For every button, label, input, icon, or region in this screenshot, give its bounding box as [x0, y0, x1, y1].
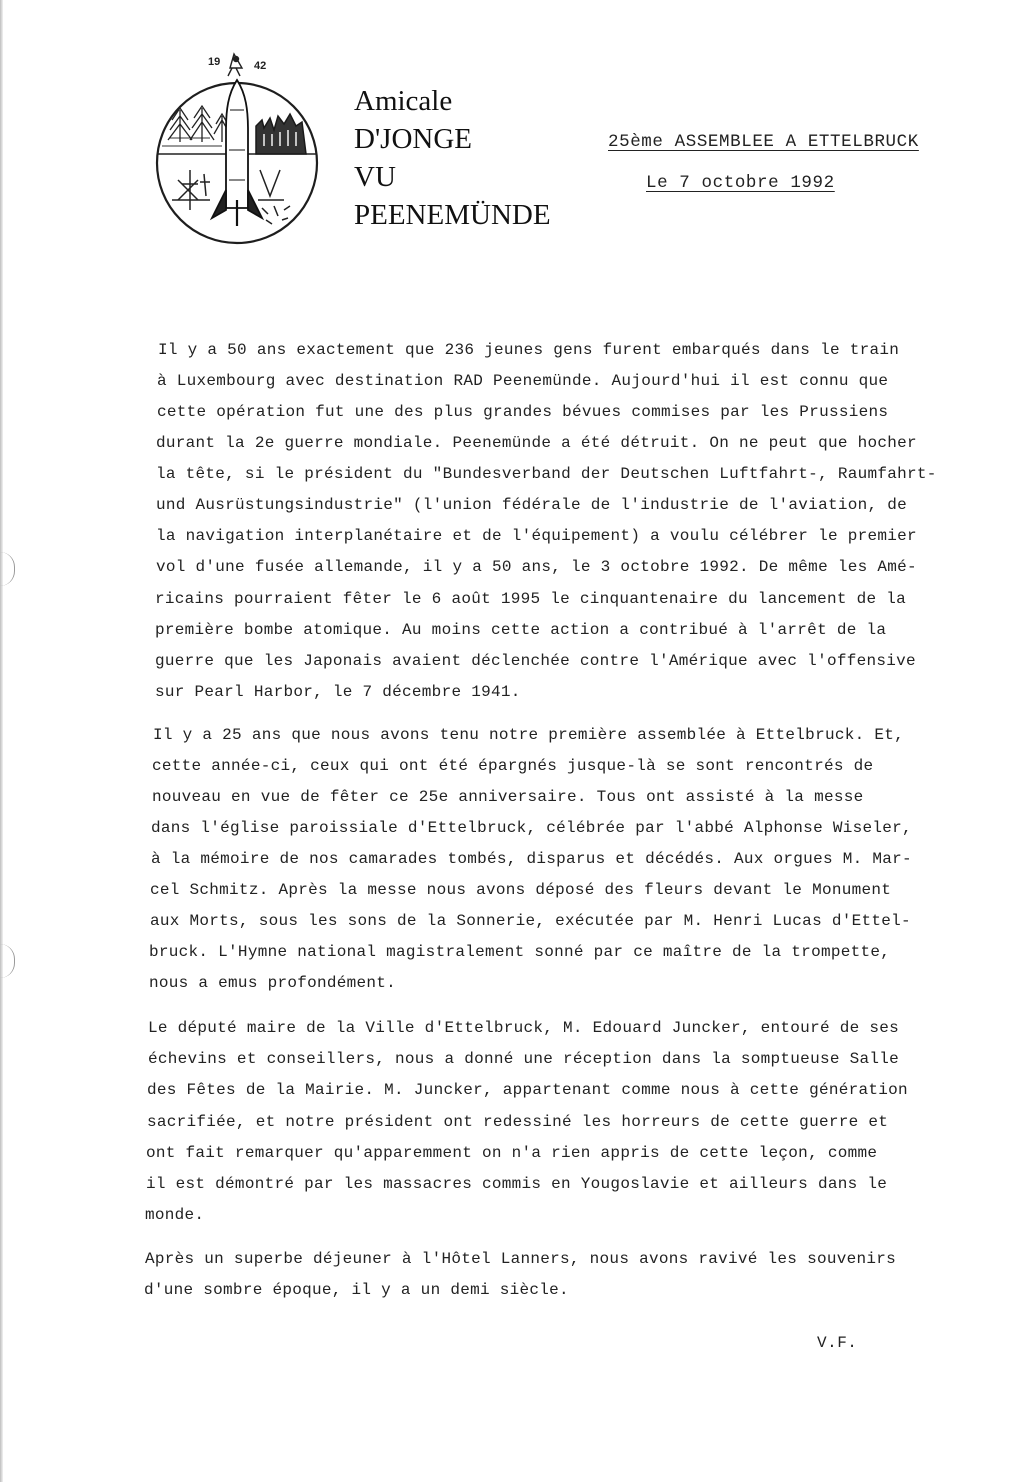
text-line: Le député maire de la Ville d'Ettelbruck, M. Edouard Juncker, entouré de ses [148, 1019, 899, 1037]
text-line: d'une sombre époque, il y a un demi siècle. [144, 1281, 569, 1299]
text-line: guerre que les Japonais avaient déclenchée contre l'Amérique avec l'offensive [155, 652, 916, 670]
scan-left-edge [0, 0, 3, 1482]
logo-year-left: 19 [208, 56, 221, 68]
text-line: il est démontré par les massacres commis en Yougoslavie et ailleurs dans le [146, 1175, 888, 1193]
text-line: vol d'une fusée allemande, il y a 50 ans, le 3 octobre 1992. De même les Amé- [156, 558, 917, 576]
text-line: première bombe atomique. Au moins cette action a contribué à l'arrêt de la [155, 621, 887, 639]
punch-hole-mark [0, 552, 15, 586]
organization-name-line: Amicale [354, 85, 453, 117]
text-line: nouveau en vue de fêter ce 25e anniversaire. Tous ont assisté à la messe [152, 788, 864, 806]
text-line: Après un superbe déjeuner à l'Hôtel Lanners, nous avons ravivé les souvenirs [145, 1250, 896, 1268]
text-line: cel Schmitz. Après la messe nous avons déposé des fleurs devant le Monument [150, 881, 892, 899]
logo-top-figure-icon [228, 54, 242, 76]
text-line: ricains pourraient fêter le 6 août 1995 le cinquantenaire du lancement de la [155, 590, 906, 608]
text-line: ont fait remarquer qu'apparemment on n'a rien appris de cette leçon, comme [146, 1144, 878, 1162]
event-title: 25ème ASSEMBLEE A ETTELBRUCK [608, 132, 919, 152]
text-line: aux Morts, sous les sons de la Sonnerie, exécutée par M. Henri Lucas d'Ettel- [150, 912, 911, 930]
logo-year-right: 42 [254, 60, 267, 72]
organization-name-line: VU [354, 161, 396, 193]
peenemuende-rocket-emblem-icon [150, 50, 325, 245]
text-line: bruck. L'Hymne national magistralement sonné par ce maître de la trompette, [149, 943, 891, 961]
text-line: à la mémoire de nos camarades tombés, disparus et décédés. Aux orgues M. Mar- [151, 850, 912, 868]
text-line: sur Pearl Harbor, le 7 décembre 1941. [155, 683, 521, 701]
text-line: Il y a 25 ans que nous avons tenu notre première assemblée à Ettelbruck. Et, [153, 726, 904, 744]
text-line: monde. [145, 1206, 205, 1224]
text-line: la navigation interplanétaire et de l'équipement) a voulu célébrer le premier [156, 527, 917, 545]
text-line: à Luxembourg avec destination RAD Peenemünde. Aujourd'hui il est connu que [157, 372, 889, 390]
text-line: nous a emus profondément. [149, 974, 397, 992]
text-line: sacrifiée, et notre président ont redessiné les horreurs de cette guerre et [147, 1113, 889, 1131]
text-line: dans l'église paroissiale d'Ettelbruck, célébrée par l'abbé Alphonse Wiseler, [151, 819, 912, 837]
author-signature: V.F. [817, 1334, 858, 1352]
text-line: des Fêtes de la Mairie. M. Juncker, appartenant comme nous à cette génération [147, 1081, 908, 1099]
organization-name [354, 82, 551, 234]
text-line: la tête, si le président du "Bundesverband der Deutschen Luftfahrt-, Raumfahrt- [156, 465, 937, 483]
event-date: Le 7 octobre 1992 [646, 173, 835, 193]
text-line: und Ausrüstungsindustrie" (l'union fédérale de l'industrie de l'aviation, de [156, 496, 907, 514]
text-line: durant la 2e guerre mondiale. Peenemünde a été détruit. On ne peut que hocher [156, 434, 917, 452]
text-line: Il y a 50 ans exactement que 236 jeunes gens furent embarqués dans le train [158, 341, 900, 359]
text-line: cette année-ci, ceux qui ont été épargnés jusque-là se sont rencontrés de [152, 757, 874, 775]
organization-name-line: D'JONGE [354, 123, 472, 155]
text-line: cette opération fut une des plus grandes bévues commises par les Prussiens [157, 403, 889, 421]
punch-hole-mark [0, 944, 15, 978]
text-line: échevins et conseillers, nous a donné une réception dans la somptueuse Salle [148, 1050, 899, 1068]
organization-name-line: PEENEMÜNDE [354, 199, 551, 231]
